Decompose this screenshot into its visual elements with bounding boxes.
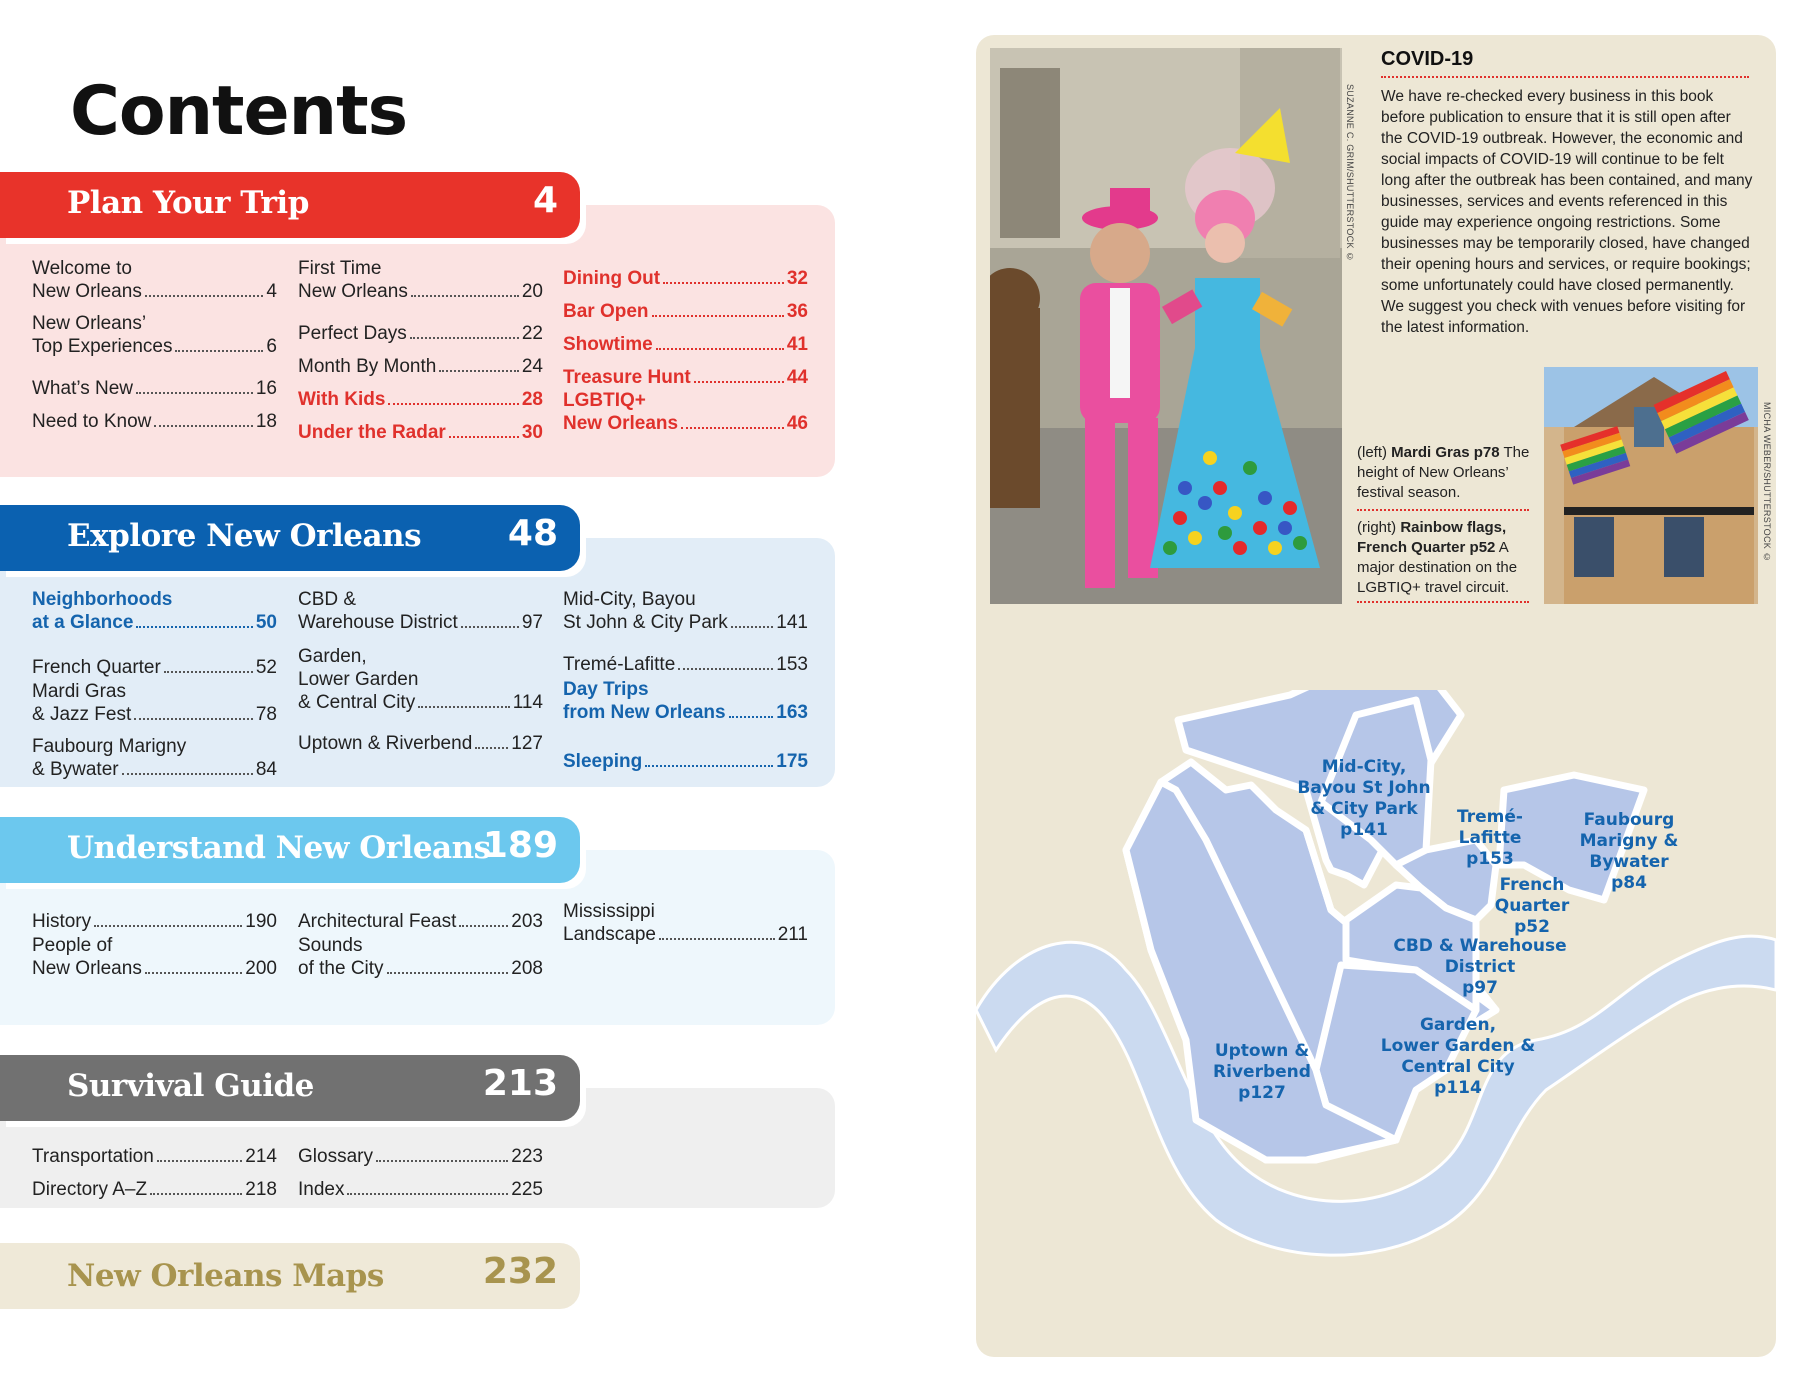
toc-entry-page: 97 [521, 612, 543, 633]
dot-leader [376, 1160, 508, 1162]
toc-entry[interactable] [32, 934, 277, 980]
understand-section-bar[interactable] [0, 817, 580, 883]
page-title: Contents [70, 72, 408, 151]
toc-entry-line: New Orleans’ [32, 313, 147, 334]
toc-entry-label: Treasure Hunt [563, 367, 691, 388]
toc-entry[interactable] [298, 355, 543, 378]
toc-entry[interactable] [563, 750, 808, 773]
survival-section-page: 213 [482, 1063, 558, 1104]
toc-entry-page: 225 [511, 1179, 543, 1200]
toc-entry-label: Tremé-Lafitte [563, 654, 676, 675]
toc-entry-row [32, 1145, 277, 1168]
toc-entry-label: & Jazz Fest [32, 704, 132, 725]
toc-entry-page: 141 [776, 612, 808, 633]
mardi-gras-photo [990, 48, 1342, 604]
toc-entry-row [32, 703, 277, 726]
toc-entry-label: Top Experiences [32, 336, 173, 357]
toc-entry-page: 18 [255, 411, 277, 432]
toc-entry-label: Directory A–Z [32, 1179, 148, 1200]
toc-entry-row [298, 611, 543, 634]
toc-entry-page: 84 [255, 759, 277, 780]
toc-entry-page: 46 [786, 413, 808, 434]
toc-entry-page: 41 [786, 334, 808, 355]
toc-entry-line: First Time [298, 258, 382, 279]
dot-leader [411, 295, 519, 297]
toc-entry-page: 6 [266, 336, 277, 357]
toc-entry[interactable] [32, 910, 277, 933]
dot-leader [157, 1160, 242, 1162]
covid-text: We have re-checked every business in this book before publication to ensure that it is still open after the COVID-19 outbreak. However, the economic and social impacts of COVID-19 will continue to be felt long after the outbreak has been contained, and many businesses, services and events referenced in this guide may experience ongoing restrictions. Some businesses may be temporarily closed, have changed their opening hours and services, or require bookings; some unfortunately could have closed permanently. We suggest you check with venues before visiting for the latest information. [1381, 88, 1753, 336]
toc-entry-line: Mississippi [563, 901, 655, 922]
toc-entry-page: 44 [786, 367, 808, 388]
explore-section-title: Explore New Orleans [67, 518, 422, 554]
toc-entry-row [32, 377, 277, 400]
toc-entry-row [298, 388, 543, 411]
toc-entry-line: Faubourg Marigny [32, 736, 187, 757]
toc-entry-page: 127 [511, 733, 543, 754]
dot-leader [659, 938, 775, 940]
toc-entry-row [298, 280, 543, 303]
toc-entry[interactable] [298, 322, 543, 345]
right-caption-text: A major destination on the LGBTIQ+ travel circuit. [1357, 539, 1518, 596]
dot-leader [154, 425, 253, 427]
understand-section-page: 189 [482, 825, 558, 866]
toc-entry-label: Transportation [32, 1146, 154, 1167]
toc-entry-label: Month By Month [298, 356, 437, 377]
toc-entry-label: Landscape [563, 924, 656, 945]
toc-entry[interactable] [563, 267, 808, 290]
toc-entry[interactable] [32, 410, 277, 433]
toc-entry[interactable] [298, 934, 543, 980]
toc-entry-page: 28 [521, 389, 543, 410]
toc-entry-row [563, 333, 808, 356]
dot-leader [347, 1193, 508, 1195]
toc-entry-line: Lower Garden [298, 669, 419, 690]
toc-entry[interactable] [298, 1178, 543, 1201]
toc-entry-page: 214 [245, 1146, 277, 1167]
plan-section-title: Plan Your Trip [67, 185, 309, 221]
toc-entry-row [32, 280, 277, 303]
toc-entry-label: of the City [298, 958, 384, 979]
plan-section-bar[interactable] [0, 172, 580, 238]
toc-entry-label: New Orleans [298, 281, 408, 302]
dot-leader [652, 315, 784, 317]
toc-entry-line: CBD & [298, 589, 357, 610]
dot-leader [459, 925, 508, 927]
understand-section-title: Understand New Orleans [67, 830, 491, 866]
toc-entry-page: 163 [776, 702, 808, 723]
toc-entry-page: 175 [776, 751, 808, 772]
left-caption-prefix: (left) [1357, 444, 1392, 461]
toc-entry-label: at a Glance [32, 612, 134, 633]
toc-entry-page: 30 [521, 422, 543, 443]
toc-entry-page: 114 [512, 692, 543, 713]
toc-entry-label: St John & City Park [563, 612, 728, 633]
toc-entry[interactable] [563, 300, 808, 323]
toc-entry-row [563, 267, 808, 290]
toc-entry-row [298, 355, 543, 378]
dot-leader [663, 282, 784, 284]
map-label-cbd: CBD & Warehouse District p97 [1393, 936, 1567, 998]
toc-entry-line: Day Trips [563, 679, 649, 700]
right-photo-credit: MICHA WEBER/SHUTTERSTOCK © [1762, 402, 1772, 563]
toc-entry-line: Welcome to [32, 258, 132, 279]
toc-entry-label: With Kids [298, 389, 386, 410]
dot-leader [439, 370, 519, 372]
toc-entry-line: Mid-City, Bayou [563, 589, 696, 610]
toc-entry-row [298, 732, 543, 755]
left-photo-credit: SUZANNE C. GRIM/SHUTTERSTOCK © [1345, 84, 1355, 262]
toc-entry-row [563, 701, 808, 724]
toc-entry-line: People of [32, 935, 113, 956]
dot-leader [681, 427, 784, 429]
maps-section-title: New Orleans Maps [67, 1258, 384, 1294]
toc-entry[interactable] [298, 588, 543, 634]
toc-entry-page: 190 [245, 911, 277, 932]
toc-entry-page: 32 [786, 268, 808, 289]
explore-section-bar[interactable] [0, 505, 580, 571]
dot-leader [175, 350, 263, 352]
map-label-uptown: Uptown & Riverbend p127 [1213, 1041, 1311, 1103]
covid-title: COVID-19 [1381, 48, 1474, 70]
survival-section-title: Survival Guide [67, 1068, 314, 1104]
maps-section-page: 232 [482, 1251, 558, 1292]
toc-entry[interactable] [32, 257, 277, 303]
toc-entry[interactable] [32, 1178, 277, 1201]
toc-entry-page: 208 [511, 958, 543, 979]
toc-entry[interactable] [298, 732, 543, 755]
toc-entry-label: Under the Radar [298, 422, 446, 443]
maps-section-bar[interactable] [0, 1243, 580, 1309]
toc-entry-label: Showtime [563, 334, 653, 355]
toc-entry-line: Neighborhoods [32, 589, 173, 610]
dot-leader [136, 392, 253, 394]
toc-entry-page: 4 [266, 281, 277, 302]
toc-entry[interactable] [32, 656, 277, 679]
dot-leader [94, 925, 242, 927]
dot-leader [449, 436, 519, 438]
neighborhood-map [976, 690, 1776, 1280]
toc-entry-label: & Bywater [32, 759, 119, 780]
toc-entry-row [563, 923, 808, 946]
toc-entry-label: Index [298, 1179, 345, 1200]
toc-entry-row [32, 410, 277, 433]
dot-leader [694, 381, 784, 383]
toc-entry-page: 203 [511, 911, 543, 932]
toc-entry-row [32, 656, 277, 679]
toc-entry-label: New Orleans [563, 413, 679, 434]
toc-entry-page: 218 [245, 1179, 277, 1200]
left-caption-text: The height of New Orleans’ festival season. [1357, 444, 1530, 501]
dot-leader [475, 747, 508, 749]
toc-entry[interactable] [32, 735, 277, 781]
toc-entry-row [32, 1178, 277, 1201]
toc-entry[interactable] [563, 366, 808, 389]
toc-entry-row [563, 750, 808, 773]
left-photo-caption [1357, 443, 1533, 503]
toc-entry[interactable] [298, 257, 543, 303]
toc-entry-page: 22 [521, 323, 543, 344]
right-caption-prefix: (right) [1357, 519, 1401, 536]
toc-entry-page: 52 [255, 657, 277, 678]
toc-entry-label: Warehouse District [298, 612, 458, 633]
toc-entry-row [298, 421, 543, 444]
dot-leader [150, 1193, 242, 1195]
toc-entry-label: Dining Out [563, 268, 661, 289]
toc-entry-label: & Central City [298, 692, 416, 713]
toc-entry-row [298, 322, 543, 345]
left-caption-bold: Mardi Gras p78 [1391, 444, 1500, 461]
map-label-midcity: Mid-City, Bayou St John & City Park p141 [1297, 757, 1431, 840]
toc-entry-row [563, 300, 808, 323]
dot-leader [729, 716, 774, 718]
toc-entry-page: 20 [521, 281, 543, 302]
dot-leader [136, 626, 252, 628]
toc-entry-page: 223 [511, 1146, 543, 1167]
toc-entry-page: 153 [776, 654, 808, 675]
toc-entry-row [32, 910, 277, 933]
dot-leader [410, 337, 519, 339]
dot-leader [145, 972, 242, 974]
map-label-garden: Garden, Lower Garden & Central City p114 [1380, 1015, 1536, 1098]
toc-entry-line: Garden, [298, 646, 367, 667]
toc-entry-label: Bar Open [563, 301, 649, 322]
toc-entry-row [563, 366, 808, 389]
caption-divider [1357, 509, 1529, 511]
toc-entry-row [298, 691, 543, 714]
plan-section-page: 4 [532, 180, 558, 221]
toc-entry-page: 50 [255, 612, 277, 633]
toc-entry[interactable] [32, 377, 277, 400]
toc-entry[interactable] [298, 910, 543, 933]
toc-entry-page: 16 [255, 378, 277, 399]
toc-entry-label: from New Orleans [563, 702, 726, 723]
toc-entry[interactable] [298, 421, 543, 444]
toc-entry[interactable] [563, 389, 808, 435]
toc-entry-row [32, 611, 277, 634]
dot-leader [164, 671, 253, 673]
toc-entry-label: Perfect Days [298, 323, 407, 344]
toc-entry-row [298, 957, 543, 980]
dot-leader [418, 706, 510, 708]
toc-entry[interactable] [32, 588, 277, 634]
toc-entry[interactable] [32, 312, 277, 358]
caption-divider-bottom [1357, 601, 1529, 603]
dot-leader [387, 972, 509, 974]
dot-leader [122, 773, 253, 775]
toc-entry[interactable] [563, 900, 808, 946]
right-caption-bold: Rainbow flags, French Quarter p52 [1357, 519, 1507, 556]
toc-entry-label: New Orleans [32, 958, 142, 979]
toc-entry[interactable] [298, 645, 543, 714]
dot-leader [656, 348, 784, 350]
toc-entry-row [298, 1145, 543, 1168]
toc-entry-page: 36 [786, 301, 808, 322]
covid-divider [1381, 76, 1749, 78]
toc-entry-row [32, 335, 277, 358]
dot-leader [678, 668, 773, 670]
toc-entry-row [563, 653, 808, 676]
map-label-french: French Quarter p52 [1494, 875, 1570, 937]
toc-entry-label: New Orleans [32, 281, 142, 302]
toc-entry-row [563, 611, 808, 634]
toc-entry-label: Sleeping [563, 751, 643, 772]
toc-entry-label: Glossary [298, 1146, 373, 1167]
toc-entry-page: 211 [777, 924, 808, 945]
toc-entry[interactable] [298, 1145, 543, 1168]
toc-entry[interactable] [563, 588, 808, 634]
toc-entry-label: Uptown & Riverbend [298, 733, 473, 754]
right-photo-caption [1357, 518, 1533, 598]
toc-entry[interactable] [298, 388, 543, 411]
dot-leader [145, 295, 264, 297]
toc-entry-page: 78 [255, 704, 277, 725]
toc-entry-label: History [32, 911, 92, 932]
toc-entry-line: Sounds [298, 935, 363, 956]
toc-entry-label: French Quarter [32, 657, 161, 678]
toc-entry-row [32, 758, 277, 781]
toc-entry[interactable] [563, 678, 808, 724]
dot-leader [134, 718, 253, 720]
toc-entry[interactable] [32, 1145, 277, 1168]
toc-entry-row [298, 910, 543, 933]
toc-entry-label: Architectural Feast [298, 911, 457, 932]
dot-leader [731, 626, 774, 628]
dot-leader [461, 626, 519, 628]
toc-entry[interactable] [563, 653, 808, 676]
rainbow-flags-photo [1544, 367, 1758, 604]
toc-entry-row [563, 412, 808, 435]
toc-entry[interactable] [32, 680, 277, 726]
toc-entry-page: 24 [521, 356, 543, 377]
toc-entry-label: Need to Know [32, 411, 152, 432]
toc-entry-row [298, 1178, 543, 1201]
dot-leader [645, 765, 773, 767]
survival-section-bar[interactable] [0, 1055, 580, 1121]
toc-entry-label: What’s New [32, 378, 134, 399]
toc-entry[interactable] [563, 333, 808, 356]
toc-entry-page: 200 [245, 958, 277, 979]
toc-entry-line: Mardi Gras [32, 681, 126, 702]
map-label-marigny: Faubourg Marigny & Bywater p84 [1579, 810, 1679, 893]
map-label-treme: Tremé-Lafitte p153 [1457, 807, 1523, 869]
toc-entry-row [32, 957, 277, 980]
explore-section-page: 48 [507, 513, 558, 554]
toc-entry-line: LGBTIQ+ [563, 390, 646, 411]
dot-leader [388, 403, 518, 405]
